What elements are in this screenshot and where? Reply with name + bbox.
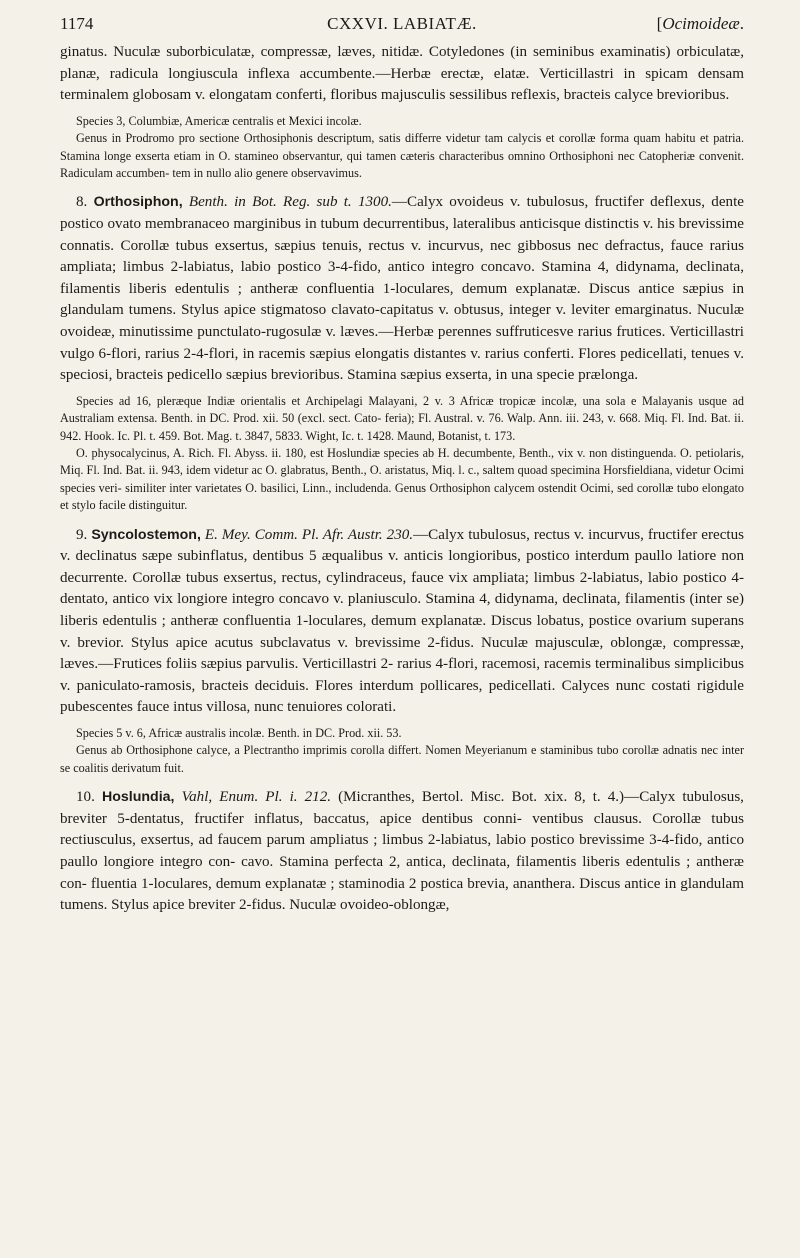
continued-description: ginatus. Nuculæ suborbiculatæ, compressæ, læves, nitidæ. Cotyledones (in seminibus examinatis) orbiculatæ, planæ, radicula longiuscula inflexa accumbente.—Herbæ erectæ, elatæ. Verticillastri in spicam densam terminalem globosam v. elongatam conferti, floribus majusculis sessilibus reflexis, bracteis calyce brevioribus.: [60, 44, 744, 104]
chapter-title: CXXVI. LABIATÆ.: [327, 14, 477, 33]
genus-synonym: (Micranthes, Bertol. Misc. Bot. xix. 8, t. 4.): [338, 789, 625, 806]
species-note: Species 5 v. 6, Africæ australis incolæ. Benth. in DC. Prod. xii. 53.: [76, 725, 402, 740]
page-number: 1174: [60, 14, 94, 33]
genus-note: Genus in Prodromo pro sectione Orthosiphonis descriptum, satis differre videtur tam calycis et corollæ forma quam habitu et patria. Stamina longe exserta etiam in O. stamineo observantur, qui tamen cæteris characteribus omnino Orthosiphoni nec Catopheriæ convenit. Radiculam accumben- tem in nullo alio genere observavimus.: [60, 131, 744, 180]
genus-name: Hoslundia,: [101, 789, 175, 806]
running-header: [60, 14, 744, 42]
genus-description: —Calyx tubulosus, rectus v. incurvus, fructifer erectus v. declinatus sæpe subinflatus, dentibus 5 æqualibus v. anticis longioribus, postico interdum paullo latiore non decurrente. Corollæ tubus exsertus, rectus, cylindraceus, fauce vix ampliata; limbus 2-labiatus, labio postico 4-dentato, antico vix longiore integro concavo v. planiusculo. Stamina 4, didynama, declinata, filamentis (inter se) liberis edentulis ; antheræ confluentia 1-loculares, demum explanatæ. Discus lobatus, postice ovarium superans v. brevior. Stylus apice acutus subclavatus v. brevissime 2-fidus. Nuculæ majusculæ, oblongæ, compressæ, læves.—Frutices foliis sæpius parvulis. Verticillastri 2- rarius 4-flori, racemosi, racemis terminalibus simplicibus v. paniculato-ramosis, bracteis deciduis. Flores interdum pollicares, pedicellati. Calyces nunc costati rigidule pubescentes fauce intus villosa, nunc tenuiores colorati.: [60, 526, 745, 716]
genus-note: Genus ab Orthosiphone calyce, a Plectrantho imprimis corolla differt. Nomen Meyerianum e staminibus tubo corollæ adnatis nec inter se coalitis derivatum fuit.: [60, 743, 744, 775]
genus-description: —Calyx tubulosus, breviter 5-dentatus, fructifer inflatus, baccatus, apice dentibus conni- ventibus clausus. Corollæ tubus rectiusculus, exsertus, ad faucem parum ampliatus ; limbus 2-labiatus, labio postico brevissime 3-4-fido, antico paullo longiore integro con- cavo. Stamina perfecta 2, antica, declinata, filamentis liberis edentulis ; antheræ con- fluentia 1-loculares, demum explanatæ ; staminodia 2 postica brevia, ananthera. Discus antice in glandulam tumens. Stylus apice breviter 2-fidus. Nuculæ ovoideo-oblongæ,: [60, 789, 744, 914]
genus-authority: Benth. in Bot. Reg. sub t. 1300.: [188, 194, 392, 211]
tribe-label: [Ocimoideæ.: [656, 14, 744, 33]
genus-entry-orthosiphon: [60, 192, 744, 386]
genus-number: 10.: [76, 789, 95, 806]
genus-entry-syncolostemon: [60, 525, 744, 719]
genus-name: Orthosiphon,: [93, 194, 183, 211]
genus-note: O. physocalycinus, A. Rich. Fl. Abyss. ii. 180, est Hoslundiæ species ab H. decumbente, Benth., vix v. non distinguenda. O. petiolaris, Miq. Fl. Ind. Bat. ii. 943, idem videtur ac O. glabratus, Benth., O. aristatus, Miq. l. c., saltem quoad specimina Horsfieldiana, videtur Ocimi species veri- similiter inter varietates O. basilici, Linn., includenda. Genus Orthosiphon calycem ostendit Ocimi, sed corollæ tubo elongato et stylo facile distinguitur.: [60, 445, 744, 513]
genus-number: 8.: [76, 194, 88, 211]
species-note: Species 3, Columbiæ, Americæ centralis et Mexici incolæ.: [76, 113, 362, 128]
genus-entry-hoslundia: [60, 787, 744, 917]
genus-authority: E. Mey. Comm. Pl. Afr. Austr. 230.: [204, 526, 414, 543]
genus-name: Syncolostemon,: [91, 526, 201, 543]
genus-description: —Calyx ovoideus v. tubulosus, fructifer deflexus, dente postico ovato membranaceo marginibus in tubum decurrentibus, lateralibus anticisque distinctis v. his brevissime connatis. Corollæ tubus exsertus, sæpius tenuis, rectus v. incurvus, nec gibbosus nec defractus, fauce rarius ampliata; limbus 2-labiatus, labio postico 3-4-fido, antico integro concavo. Stamina 4, didynama, declinata, filamentis liberis edentulis ; antheræ confluentia 1-loculares, demum explanatæ. Discus antice sæpius in glandulam tumens. Stylus apice stigmatoso clavato-capitatus v. obtusus, integer v. leviter emarginatus. Nuculæ ovoideæ, minutissime punctulato-rugosulæ v. læves.—Herbæ perennes suffruticesve rarius frutices. Verticillastri vulgo 6-flori, rarius 2-4-flori, in racemis sæpius elongatis distantes v. rarius conferti. Flores pedicellati, tenues v. speciosi, bracteis pedicello sæpius brevioribus. Stamina sæpius exserta, in una specie prælonga.: [60, 194, 744, 384]
genus-authority: Vahl, Enum. Pl. i. 212.: [181, 789, 332, 806]
genus-number: 9.: [76, 526, 88, 543]
species-note: Species ad 16, pleræque Indiæ orientalis et Archipelagi Malayani, 2 v. 3 Africæ tropicæ incolæ, una sola e Malayanis usque ad Australiam extensa. Benth. in DC. Prod. xii. 50 (excl. sect. Cato- feria); Fl. Austral. v. 76. Walp. Ann. iii. 243, v. 668. Miq. Fl. Ind. Bat. ii. 942. Hook. Ic. Pl. t. 459. Bot. Mag. t. 3847, 5833. Wight, Ic. t. 1428. Maund, Botanist, t. 173.: [60, 393, 744, 443]
